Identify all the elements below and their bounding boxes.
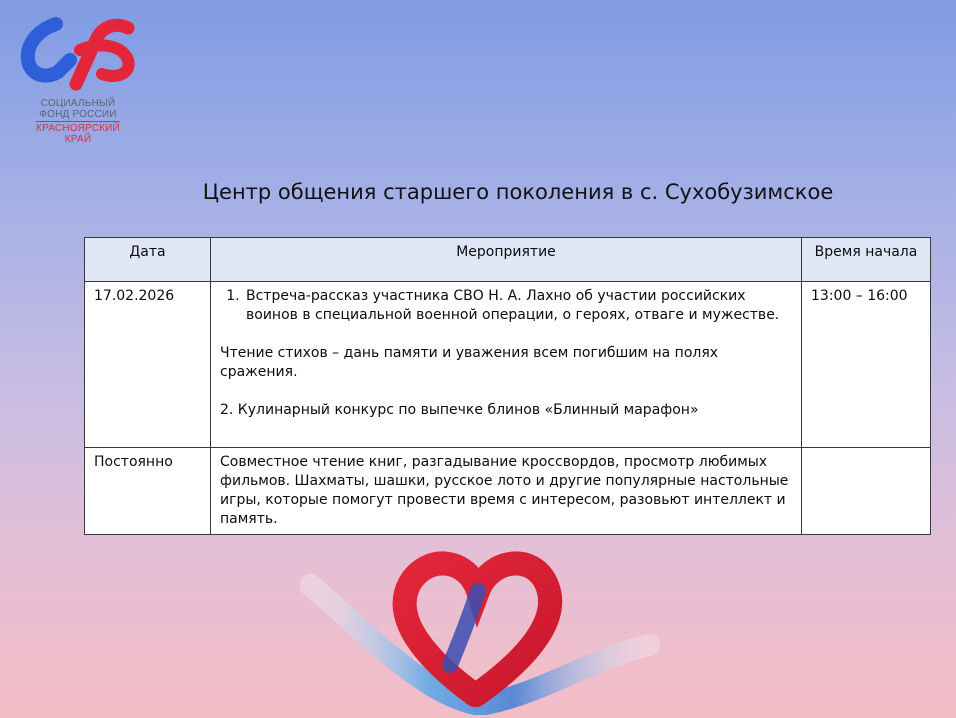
logo-line-1: СОЦИАЛЬНЫЙ xyxy=(40,98,116,109)
table-row xyxy=(85,448,931,535)
row-activity: Совместное чтение книг, разгадывание кроссвордов, просмотр любимых фильмов. Шахматы, шашки, русское лото и другие популярные настольные игры, которые помогут провести время с интересом, разовьют интеллект и память. xyxy=(211,448,802,535)
header-time: Время начала xyxy=(802,238,931,282)
row-date: 17.02.2026 xyxy=(85,282,211,448)
logo-region-1: КРАСНОЯРСКИЙ xyxy=(36,123,120,134)
activity-item-2: 2. Кулинарный конкурс по выпечке блинов «Блинный марафон» xyxy=(220,402,699,418)
table-row xyxy=(85,282,931,448)
row-date: Постоянно xyxy=(85,448,211,535)
list-item: 1. Встреча-рассказ участника СВО Н. А. Лахно об участии российских воинов в специальной военной операции, о героях, отваге и мужестве. xyxy=(244,287,792,325)
row-time: 13:00 – 16:00 xyxy=(802,282,931,448)
activity-paragraph: Чтение стихов – дань памяти и уважения всем погибшим на полях сражения. xyxy=(220,345,719,380)
table-header-row xyxy=(85,238,931,282)
row-time xyxy=(802,448,931,535)
row-activity xyxy=(211,282,802,448)
header-activity: Мероприятие xyxy=(211,238,802,282)
logo-line-2: ФОНД РОССИИ xyxy=(39,109,117,120)
header-date: Дата xyxy=(85,238,211,282)
logo-divider xyxy=(36,121,120,122)
logo-caption xyxy=(18,98,138,145)
sfr-emblem-icon xyxy=(18,14,138,94)
heart-ribbon-icon xyxy=(300,545,660,715)
logo-region-2: КРАЙ xyxy=(64,134,92,145)
schedule-table xyxy=(84,237,931,535)
page-title: Центр общения старшего поколения в с. Сухобузимское xyxy=(202,180,834,204)
sfr-logo xyxy=(18,14,138,145)
activity-list xyxy=(220,287,792,325)
